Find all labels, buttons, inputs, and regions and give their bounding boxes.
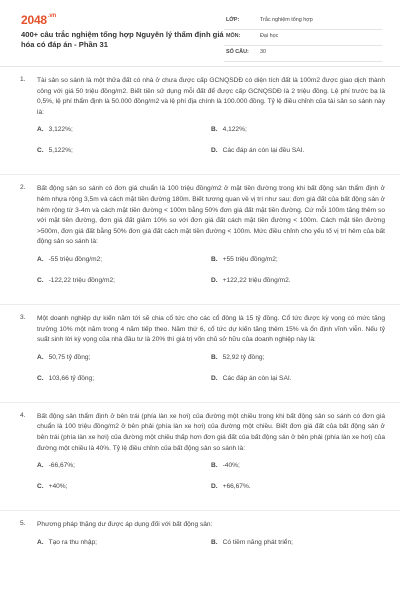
question-number: 2. — [20, 184, 26, 192]
question-text: Bất động sản so sánh có đơn giá chuẩn là 100 triệu đồng/m2 ở mặt tiền đường trong khi bất động sản thẩm định ở hẻm nhựa rộng 3,5m và cách mặt tiền đường 180m. Biết tương quan về vị trí như sau: đơn giá đất của bất động sản ở hẻm rộng từ 3-4m và cách mặt tiền đường < 100m bằng 50% đơn giá đất mặt tiền đường. Cứ mỗi 100m tăng thêm so với mặt tiền đường, đơn giá đất giảm 10% so với đơn giá đất cách mặt tiền đường < 100m. Cách mặt tiền đường >500m, đơn giá đất bằng 50% đơn giá đất cách mặt tiền đường < 100m. Mức điều chỉnh cho yếu tố vị trí hẻm của bất động sản so sánh là: — [37, 185, 385, 246]
meta-value: Trắc nghiệm tổng hợp — [260, 17, 313, 23]
question-number: 3. — [20, 313, 26, 321]
document-title: 400+ câu trắc nghiệm tổng hợp Nguyên lý thẩm định giá hóa có đáp án - Phần 31 — [21, 30, 224, 49]
option-a[interactable]: A. -55 triệu đồng/m2; — [37, 255, 103, 263]
meta-label: MÔN: — [226, 33, 241, 39]
question-divider — [0, 402, 400, 403]
meta-value: Đại học — [260, 33, 279, 39]
question-text: Tài sản so sánh là một thửa đất có nhà ở chưa được cấp GCNQSDĐ có diện tích đất là 100m2 được giao dịch thành công với giá 50 triệu đồng/m2. Biết tiền sử dụng mỗi đất để được cấp GCNQSDĐ là 2 triệu đồng. Lệ phí trước bạ là 0,5%, lệ phí thẩm định là 50.000 đồng/m2 và lệ phí địa chính là 100.000 đồng. Tỷ lệ điều chỉnh của tài sản so sánh này là: — [37, 77, 385, 116]
meta-value: 30 — [260, 49, 266, 55]
option-b[interactable]: B. -40%; — [211, 462, 240, 470]
question-divider — [0, 174, 400, 175]
meta-row-count — [224, 46, 382, 62]
question-text: Bất động sản thẩm định ở bên trái (phía làn xe hơi) của đường một chiều trong khi bất động sản so sánh có đơn giá chuẩn là 100 triệu đồng/m2 ở bên phải (phía làn xe hơi) của đường một chiều. Biết đơn giá đất của bất động sản ở bên trái (phía làn xe hơi) của đường một chiều thấp hơn đơn giá đất của bất động sản ở bên phải (phía làn xe hơi) của đường một chiều là 40%. Tỷ lệ điều chỉnh của bất động sản so sánh là: — [37, 412, 385, 452]
meta-label: SỐ CÂU: — [226, 49, 249, 55]
option-b[interactable]: B. +55 triệu đồng/m2; — [211, 255, 278, 263]
logo-main: 2048 — [21, 13, 47, 27]
option-d[interactable]: D. Các đáp án còn lại đều SAI. — [211, 147, 305, 155]
question-text: Phương pháp thặng dư được áp dụng đối với bất động sản: — [37, 521, 213, 529]
question-list — [0, 76, 400, 560]
option-c[interactable]: C. -122,22 triệu đồng/m2; — [37, 276, 115, 284]
answer-options — [37, 354, 385, 396]
option-a[interactable]: A. Tạo ra thu nhập; — [37, 538, 97, 546]
answer-options — [37, 126, 385, 168]
option-c[interactable]: C. 103,66 tỷ đồng; — [37, 374, 95, 382]
question-divider — [0, 304, 400, 305]
question-text: Một doanh nghiệp dự kiến năm tới sẽ chia cổ tức cho các cổ đông là 15 tỷ đồng. Cổ tức được kỳ vọng có mức tăng trưởng 10% một năm trong 4 năm tiếp theo. Năm thứ 6, cổ tức dự kiến tăng thêm 15% và ổn định vĩnh viễn. Nếu tỷ suất sinh lời kỳ vọng của nhà đầu tư là 20% thì giá trị vốn chủ sở hữu của doanh nghiệp này là: — [37, 314, 385, 344]
option-c[interactable]: C. 5,122%; — [37, 147, 73, 155]
question-4 — [0, 412, 400, 511]
option-d[interactable]: D. Các đáp án còn lại SAI. — [211, 374, 292, 382]
option-a[interactable]: A. 50,75 tỷ đồng; — [37, 353, 91, 361]
meta-row-class — [224, 14, 382, 30]
answer-options — [37, 256, 385, 298]
option-c[interactable]: C. +40%; — [37, 483, 68, 491]
option-b[interactable]: B. 52,92 tỷ đồng; — [211, 353, 265, 361]
site-logo[interactable] — [21, 13, 56, 27]
logo-suffix: .vn — [47, 13, 56, 19]
option-a[interactable]: A. -66,67%; — [37, 462, 75, 470]
option-d[interactable]: D. +122,22 triệu đồng/m2. — [211, 276, 291, 284]
option-b[interactable]: B. Có tiềm năng phát triển; — [211, 538, 293, 546]
option-a[interactable]: A. 3,122%; — [37, 126, 73, 134]
header-divider — [0, 66, 400, 67]
meta-table — [224, 14, 382, 62]
question-1 — [0, 76, 400, 175]
question-5 — [0, 520, 400, 560]
question-number: 4. — [20, 411, 26, 419]
meta-row-subject — [224, 30, 382, 46]
answer-options — [37, 462, 385, 504]
question-divider — [0, 510, 400, 511]
question-number: 5. — [20, 520, 26, 528]
question-2 — [0, 184, 400, 305]
question-number: 1. — [20, 76, 26, 83]
option-d[interactable]: D. +66,67%. — [211, 483, 251, 491]
page-header — [0, 0, 400, 64]
meta-label: LỚP: — [226, 17, 240, 23]
answer-options — [37, 539, 385, 560]
question-3 — [0, 314, 400, 403]
option-b[interactable]: B. 4,122%; — [211, 126, 247, 134]
